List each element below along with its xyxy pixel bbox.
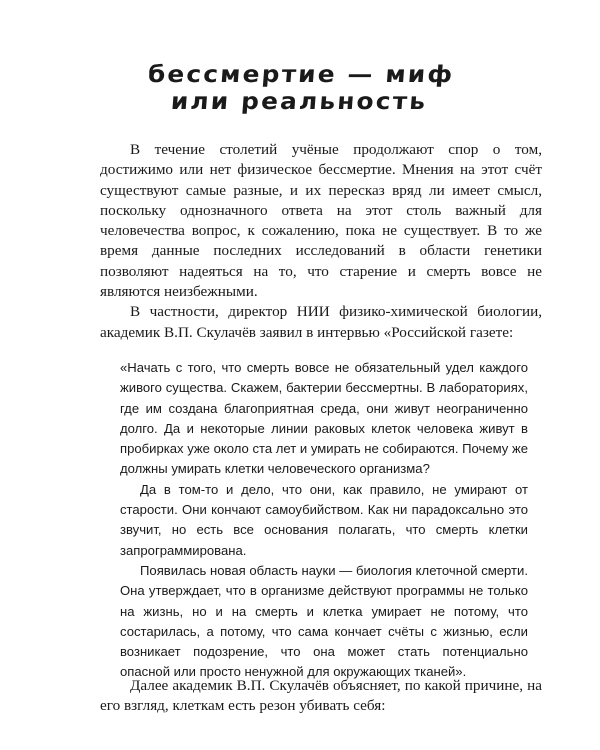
interview-quote [120,358,528,683]
chapter-title-line-2: или реальность [169,89,429,115]
quote-paragraph: Да в том-то и дело, что они, как правило, не умирают от старости. Они кончают самоубийством. Как ни парадоксально это звучит, но есть все основания полагать, что смерть клетки запрограммирована. [120,481,528,558]
closing-paragraph: Далее академик В.П. Скулачёв объясняет, по какой причине, на его взгляд, клеткам есть резон убивать себя: [100,677,542,715]
body-text [100,140,542,343]
quote-paragraph: «Начать с того, что смерть вовсе не обязательный удел каждого живого существа. Скажем, бактерии бессмертны. В лабораториях, где им создана благоприятная среда, они живут неограниченно долго. Да и некоторые линии раковых клеток человека живут в пробирках уже около ста лет и умирать не собираются. Почему же должны умирать клетки человеческого организма? [120,360,528,477]
quote-paragraph: Появилась новая область науки — биология клеточной смерти. Она утверждает, что в организме действуют программы не только на жизнь, но и на смерть и клетка умирает не потому, что состарилась, а потому, что сама кончает счёты с жизнью, если возникает подозрение, что она может стать потенциально опасной или просто ненужной для окружающих тканей». [120,562,528,680]
chapter-title-line-1: бессмертие — миф [146,62,456,88]
body-paragraph: В течение столетий учёные продолжают спор о том, достижимо или нет физическое бессмертие. Мнения на этот счёт существуют самые разные, и их пересказ вряд ли имеет смысл, поскольку однозначного ответа на этот столь важный для человечества вопрос, к сожалению, пока не существует. В то же время данные последних исследований в области генетики позволяют надеяться на то, что старение и смерть вовсе не являются неизбежными. [100,141,542,301]
body-paragraph: В частности, директор НИИ физико-химической биологии, академик В.П. Скулачёв заявил в интервью «Российской газете: [100,303,542,341]
closing-text [100,676,542,717]
chapter-title [0,62,600,116]
